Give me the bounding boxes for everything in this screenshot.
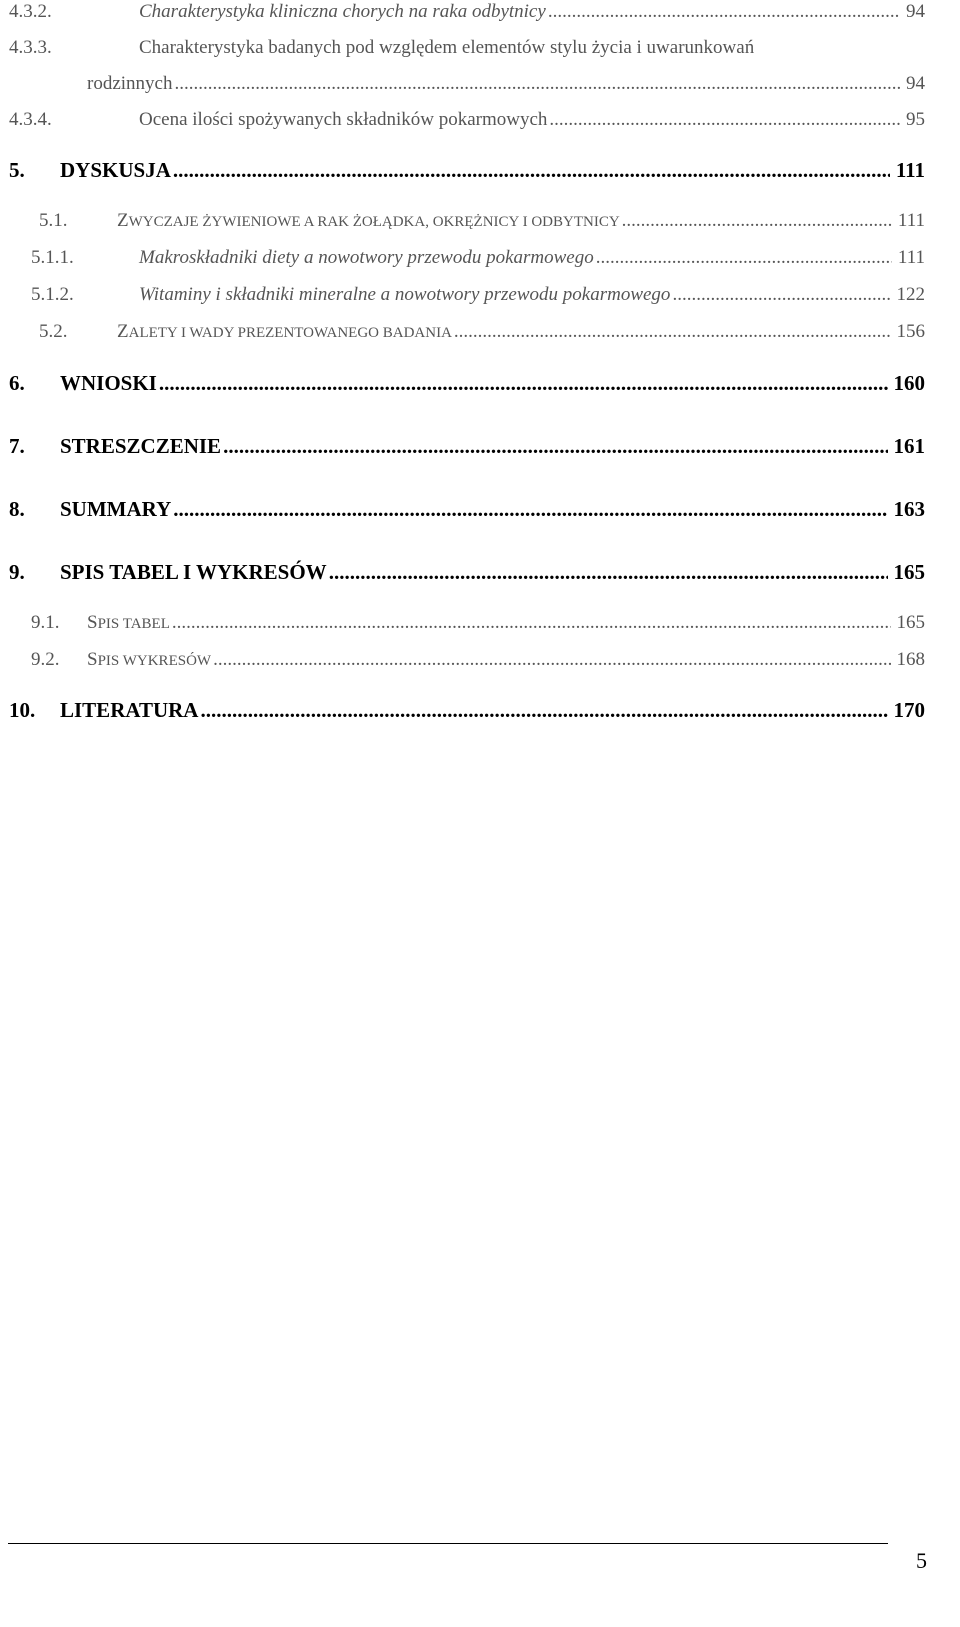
toc-title: SPIS TABEL I WYKRESÓW <box>60 560 327 584</box>
toc-title-rest: PIS TABEL <box>97 616 170 632</box>
toc-entry-4-3-4[interactable] <box>9 110 925 129</box>
toc-entry-4-3-3-continued[interactable] <box>87 74 925 93</box>
toc-leader <box>549 110 900 129</box>
toc-page: 168 <box>896 649 925 670</box>
toc-page: 94 <box>906 73 925 94</box>
toc-entry-5-1[interactable] <box>9 211 925 230</box>
toc-entry-5-1-2[interactable] <box>9 285 925 304</box>
toc-title: STRESZCZENIE <box>60 434 222 458</box>
toc-title-continued: rodzinnych <box>87 73 173 94</box>
toc-number: 5.1. <box>39 210 68 231</box>
toc-title: LITERATURA <box>60 698 199 722</box>
toc-leader <box>159 373 888 394</box>
toc-leader <box>596 248 892 267</box>
toc-page: 94 <box>906 1 925 22</box>
toc-title-rest: ALETY I WADY PREZENTOWANEGO BADANIA <box>128 325 452 341</box>
toc-entry-6[interactable] <box>9 373 925 394</box>
toc-page: 165 <box>893 560 925 584</box>
toc-number: 10. <box>9 698 36 722</box>
toc-entry-7[interactable] <box>9 436 925 457</box>
footer-rule <box>8 1543 888 1544</box>
page-number: 5 <box>916 1548 927 1573</box>
toc-number: 8. <box>9 497 25 521</box>
toc-leader <box>622 211 892 230</box>
toc-title <box>117 322 452 341</box>
toc-title: SUMMARY <box>60 497 172 521</box>
toc-title <box>87 650 211 669</box>
toc-entry-4-3-2[interactable] <box>9 2 925 21</box>
toc-page: 111 <box>897 210 925 231</box>
toc-title-rest: PIS WYKRESÓW <box>97 653 212 669</box>
toc-title <box>87 613 170 632</box>
toc-entry-9-2[interactable] <box>9 650 925 669</box>
toc-page: 122 <box>896 284 925 305</box>
toc-title: WNIOSKI <box>60 371 157 395</box>
toc-title <box>117 211 620 230</box>
toc-page: 95 <box>906 109 925 130</box>
toc-number: 9.2. <box>31 649 60 670</box>
toc-title: Charakterystyka badanych pod względem elementów stylu życia i uwarunkowań <box>139 37 755 58</box>
toc-title-initial: Z <box>117 210 129 231</box>
toc-number: 5.1.2. <box>31 284 74 305</box>
toc-number: 5.1.1. <box>31 247 74 268</box>
toc-entry-10[interactable] <box>9 700 925 721</box>
toc-title: Witaminy i składniki mineralne a nowotwory przewodu pokarmowego <box>139 284 671 305</box>
toc-leader <box>329 562 888 583</box>
toc-page: 161 <box>893 434 925 458</box>
toc-title-initial: Z <box>117 321 129 342</box>
toc-number: 5.2. <box>39 321 68 342</box>
toc-entry-4-3-3[interactable] <box>9 38 754 57</box>
toc-number: 4.3.4. <box>9 109 52 130</box>
toc-page: 170 <box>893 698 925 722</box>
toc-number: 9.1. <box>31 612 60 633</box>
toc-leader <box>672 285 890 304</box>
toc-leader <box>172 613 891 632</box>
toc-entry-9-1[interactable] <box>9 613 925 632</box>
toc-number: 4.3.2. <box>9 1 52 22</box>
toc-page: 165 <box>896 612 925 633</box>
toc-leader <box>223 436 887 457</box>
toc-page: 111 <box>895 158 925 182</box>
toc-leader <box>173 499 887 520</box>
toc-page: 160 <box>893 371 925 395</box>
toc-number: 7. <box>9 434 25 458</box>
toc-page: 111 <box>897 247 925 268</box>
toc-title-rest: WYCZAJE ŻYWIENIOWE A RAK ŻOŁĄDKA, OKRĘŻNICY I ODBYTNICY <box>128 214 620 230</box>
toc-page: 163 <box>893 497 925 521</box>
toc-leader <box>454 322 891 341</box>
toc-title: Ocena ilości spożywanych składników pokarmowych <box>139 109 548 130</box>
toc-page: 156 <box>896 321 925 342</box>
toc-number: 4.3.3. <box>9 37 52 58</box>
toc-title: Charakterystyka kliniczna chorych na raka odbytnicy <box>139 1 546 22</box>
toc-title: Makroskładniki diety a nowotwory przewodu pokarmowego <box>139 247 594 268</box>
toc-entry-8[interactable] <box>9 499 925 520</box>
toc-entry-5-1-1[interactable] <box>9 248 925 267</box>
toc-leader <box>213 650 890 669</box>
toc-entry-9[interactable] <box>9 562 925 583</box>
toc-title-initial: S <box>87 649 98 670</box>
toc-title-initial: S <box>87 612 98 633</box>
toc-entry-5[interactable] <box>9 160 925 181</box>
toc-leader <box>174 74 900 93</box>
toc-number: 9. <box>9 560 25 584</box>
toc-number: 5. <box>9 158 25 182</box>
toc-leader <box>200 700 887 721</box>
toc-number: 6. <box>9 371 25 395</box>
toc-leader <box>173 160 890 181</box>
toc-leader <box>548 2 900 21</box>
toc-entry-5-2[interactable] <box>9 322 925 341</box>
toc-title: DYSKUSJA <box>60 158 171 182</box>
